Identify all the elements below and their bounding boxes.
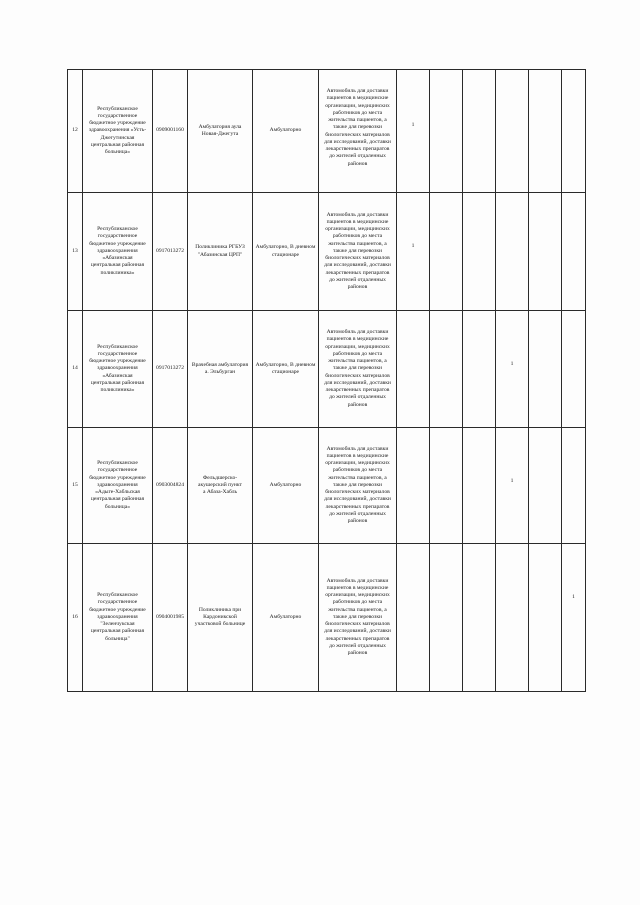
- cell-line: Амбулаторно: [269, 613, 302, 620]
- cell-line: Амбулатория аула: [198, 123, 242, 130]
- vehicle-purpose-cell: [319, 311, 397, 428]
- cell-line: до жителей отдаленных: [329, 394, 386, 401]
- cell-line: участковой больнице: [194, 621, 246, 628]
- cell-line: Амбулаторно, В дневном: [255, 244, 316, 251]
- cell-line: организации, медицинских: [325, 343, 390, 350]
- row-number-cell: 16: [68, 544, 83, 692]
- quantity-cell: 1: [397, 70, 430, 193]
- cell-line: районов: [347, 160, 368, 167]
- cell-line: работников до места: [332, 599, 383, 606]
- cell-line: Амбулаторно: [269, 127, 302, 134]
- cell-line: жительства пациентов, а: [328, 117, 387, 124]
- cell-line: биологических материалов: [325, 621, 390, 628]
- quantity-cell: [430, 428, 463, 544]
- quantity-cell: [529, 70, 562, 193]
- cell-line: бюджетное учреждение: [89, 358, 146, 365]
- cell-line: до жителей отдаленных: [329, 276, 386, 283]
- quantity-cell: [529, 428, 562, 544]
- cell-line: государственное: [97, 350, 138, 357]
- quantity-cell: [562, 311, 586, 428]
- cell-line: "Абазинская ЦРП": [197, 251, 243, 258]
- quantity-cell: [562, 428, 586, 544]
- quantity-cell: [397, 544, 430, 692]
- cell-line: поликлиника»: [100, 387, 135, 394]
- cell-line: лекарственных препаратов: [325, 387, 390, 394]
- cell-line: Автомобиль для доставки: [326, 211, 389, 218]
- cell-line: здравоохранения: [97, 613, 138, 620]
- row-number-cell: 14: [68, 311, 83, 428]
- cell-line: Республиканское: [97, 105, 138, 112]
- quantity-cell: [496, 193, 529, 311]
- cell-line: лекарственных препаратов: [325, 503, 390, 510]
- cell-line: Республиканское: [97, 226, 138, 233]
- cell-line: районов: [347, 284, 368, 291]
- cell-line: «Адыге-Хабльская: [95, 489, 140, 496]
- row-number-cell: 15: [68, 428, 83, 544]
- organization-cell: [83, 544, 153, 692]
- quantity-cell: [529, 193, 562, 311]
- quantity-cell: 1: [496, 311, 529, 428]
- quantity-cell: [430, 311, 463, 428]
- care-condition-cell: [253, 428, 319, 544]
- cell-line: для исследований, доставки: [324, 628, 391, 635]
- organization-cell: [83, 193, 153, 311]
- cell-line: Врачебная амбулатория: [191, 361, 249, 368]
- cell-line: районов: [347, 401, 368, 408]
- cell-line: Автомобиль для доставки: [326, 445, 389, 452]
- cell-line: а. Эльбурган: [204, 369, 236, 375]
- cell-line: центральная районная: [90, 141, 145, 148]
- cell-line: Джегутинская: [100, 134, 135, 141]
- registry-table: [67, 69, 586, 692]
- organization-code-cell: 0917013272: [153, 311, 188, 428]
- cell-line: биологических материалов: [325, 255, 390, 262]
- cell-line: районов: [347, 518, 368, 525]
- cell-line: организации, медицинских: [325, 226, 390, 233]
- row-number-cell: 12: [68, 70, 83, 193]
- cell-line: Автомобиль для доставки: [326, 577, 389, 584]
- cell-line: биологических материалов: [325, 489, 390, 496]
- cell-line: работников до места: [332, 350, 383, 357]
- care-condition-cell: [253, 544, 319, 692]
- quantity-cell: [463, 70, 496, 193]
- cell-line: жительства пациентов, а: [328, 358, 387, 365]
- organization-cell: [83, 70, 153, 193]
- quantity-cell: [397, 311, 430, 428]
- table-row: [68, 193, 586, 311]
- cell-line: биологических материалов: [325, 131, 390, 138]
- cell-line: Республиканское: [97, 592, 138, 599]
- cell-line: здравоохранения: [97, 481, 138, 488]
- quantity-cell: 1: [562, 544, 586, 692]
- cell-line: до жителей отдаленных: [329, 642, 386, 649]
- cell-line: также для перевозки: [332, 365, 383, 372]
- table-row: [68, 428, 586, 544]
- division-cell: [188, 544, 253, 692]
- quantity-cell: [562, 193, 586, 311]
- division-cell: [188, 193, 253, 311]
- cell-line: государственное: [97, 467, 138, 474]
- table-row: [68, 70, 586, 193]
- cell-line: здравоохранения «Усть-: [88, 127, 147, 134]
- division-cell: [188, 428, 253, 544]
- cell-line: Поликлиника при: [198, 606, 242, 613]
- cell-line: до жителей отдаленных: [329, 510, 386, 517]
- quantity-cell: [430, 193, 463, 311]
- cell-line: работников до места: [332, 233, 383, 240]
- quantity-cell: [463, 311, 496, 428]
- quantity-cell: 1: [397, 193, 430, 311]
- cell-line: лекарственных препаратов: [325, 146, 390, 153]
- quantity-cell: 1: [496, 428, 529, 544]
- cell-line: здравоохранения: [97, 247, 138, 254]
- cell-line: организации, медицинских: [325, 592, 390, 599]
- table-row: [68, 311, 586, 428]
- quantity-cell: [496, 70, 529, 193]
- cell-line: для исследований, доставки: [324, 138, 391, 145]
- cell-line: для исследований, доставки: [324, 379, 391, 386]
- cell-line: поликлиника»: [100, 269, 135, 276]
- organization-code-cell: 0909001160: [153, 70, 188, 193]
- cell-line: пациентов в медицинские: [326, 95, 389, 102]
- cell-line: до жителей отдаленных: [329, 153, 386, 160]
- cell-line: здравоохранения: [97, 365, 138, 372]
- vehicle-purpose-cell: [319, 544, 397, 692]
- cell-line: «Абазинская: [102, 372, 133, 379]
- cell-line: Республиканское: [97, 460, 138, 467]
- cell-line: жительства пациентов, а: [328, 240, 387, 247]
- care-condition-cell: [253, 311, 319, 428]
- cell-line: бюджетное учреждение: [89, 606, 146, 613]
- cell-line: пациентов в медицинские: [326, 584, 389, 591]
- cell-line: Автомобиль для доставки: [326, 88, 389, 94]
- cell-line: Амбулаторно, В дневном: [255, 361, 316, 368]
- cell-line: также для перевозки: [332, 481, 383, 488]
- quantity-cell: [463, 428, 496, 544]
- cell-line: организации, медицинских: [325, 102, 390, 109]
- cell-line: Фельдшерско-: [202, 474, 238, 481]
- cell-line: Кардоникской: [203, 613, 237, 620]
- division-cell: [188, 70, 253, 193]
- cell-line: центральная районная: [90, 496, 145, 503]
- cell-line: также для перевозки: [332, 124, 383, 131]
- cell-line: организации, медицинских: [325, 460, 390, 467]
- cell-line: пациентов в медицинские: [326, 336, 389, 343]
- table-body: [68, 70, 586, 692]
- quantity-cell: [397, 428, 430, 544]
- cell-line: пациентов в медицинские: [326, 218, 389, 225]
- cell-line: больница»: [104, 503, 131, 510]
- cell-line: также для перевозки: [332, 613, 383, 620]
- organization-cell: [83, 428, 153, 544]
- cell-line: бюджетное учреждение: [89, 120, 146, 127]
- cell-line: государственное: [97, 112, 138, 119]
- organization-code-cell: 0917013272: [153, 193, 188, 311]
- cell-line: "Зеленчукская: [100, 621, 135, 628]
- care-condition-cell: [253, 70, 319, 193]
- quantity-cell: [430, 70, 463, 193]
- cell-line: также для перевозки: [332, 247, 383, 254]
- cell-line: лекарственных препаратов: [325, 269, 390, 276]
- cell-line: «Абазинская: [102, 255, 133, 262]
- cell-line: жительства пациентов, а: [328, 606, 387, 613]
- cell-line: биологических материалов: [325, 372, 390, 379]
- cell-line: стационаре: [271, 251, 300, 258]
- cell-line: районов: [347, 650, 368, 657]
- cell-line: акушерский пункт: [198, 481, 242, 488]
- cell-line: центральная районная: [90, 379, 145, 386]
- vehicle-purpose-cell: [319, 428, 397, 544]
- cell-line: центральная районная: [90, 628, 145, 635]
- cell-line: для исследований, доставки: [324, 496, 391, 503]
- quantity-cell: [463, 193, 496, 311]
- cell-line: Новая-Джегута: [201, 131, 239, 137]
- vehicle-purpose-cell: [319, 70, 397, 193]
- division-cell: [188, 311, 253, 428]
- table-row: [68, 544, 586, 692]
- cell-line: Поликлиника РГБУЗ: [195, 244, 245, 251]
- organization-code-cell: 0904001985: [153, 544, 188, 692]
- cell-line: для исследований, доставки: [324, 262, 391, 269]
- cell-line: жительства пациентов, а: [328, 474, 387, 481]
- quantity-cell: [529, 544, 562, 692]
- organization-cell: [83, 311, 153, 428]
- cell-line: бюджетное учреждение: [89, 474, 146, 481]
- cell-line: стационаре: [271, 369, 300, 375]
- organization-code-cell: 0903004824: [153, 428, 188, 544]
- cell-line: пациентов в медицинские: [326, 452, 389, 459]
- quantity-cell: [463, 544, 496, 692]
- row-number-cell: 13: [68, 193, 83, 311]
- cell-line: Автомобиль для доставки: [326, 329, 389, 336]
- vehicle-purpose-cell: [319, 193, 397, 311]
- cell-line: лекарственных препаратов: [325, 635, 390, 642]
- quantity-cell: [496, 544, 529, 692]
- cell-line: государственное: [97, 599, 138, 606]
- cell-line: а Абаза-Хабль: [202, 489, 238, 496]
- care-condition-cell: [253, 193, 319, 311]
- quantity-cell: [562, 70, 586, 193]
- cell-line: бюджетное учреждение: [89, 240, 146, 247]
- quantity-cell: [430, 544, 463, 692]
- cell-line: центральная районная: [90, 262, 145, 269]
- cell-line: больница": [105, 635, 130, 642]
- cell-line: государственное: [97, 233, 138, 240]
- cell-line: Республиканское: [97, 343, 138, 350]
- cell-line: работников до места: [332, 109, 383, 116]
- cell-line: работников до места: [332, 467, 383, 474]
- cell-line: Амбулаторно: [269, 481, 302, 488]
- quantity-cell: [529, 311, 562, 428]
- cell-line: больница»: [104, 149, 131, 156]
